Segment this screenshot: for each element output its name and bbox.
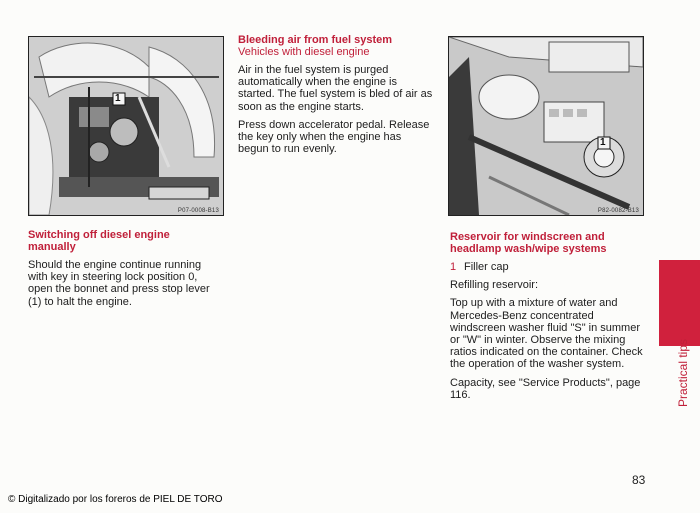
bleeding-air-heading: Bleeding air from fuel system <box>238 34 393 46</box>
reservoir-heading: Reservoir for windscreen and headlamp wash/wipe systems <box>450 231 607 255</box>
legend-number: 1 <box>450 261 457 273</box>
callout-1-left: 1 <box>115 93 121 104</box>
bleeding-air-section <box>238 34 434 161</box>
bleeding-air-paragraph-1: Air in the fuel system is purged automatically when the engine is started. The fuel system is bled of air as soon as the engine starts. <box>238 64 433 113</box>
switching-off-heading: Switching off diesel engine manually <box>28 229 170 253</box>
figure-code-right: P82-0082-B13 <box>597 208 639 214</box>
section-thumb-tab <box>659 260 700 346</box>
reservoir-paragraph-1: Top up with a mixture of water and Mercedes-Benz concentrated windscreen washer fluid "S" in summer or "W" in winter. Observe the mixing ratios indicated on the container. Check the operation of the washer system. <box>450 297 643 371</box>
switching-off-section <box>28 229 218 314</box>
practical-tips-label: Practical tips <box>676 338 690 407</box>
engine-stop-lever-photo <box>28 36 224 216</box>
bleeding-air-paragraph-2: Press down accelerator pedal. Release the key only when the engine has begun to run evenly. <box>238 118 430 156</box>
reservoir-photo <box>448 36 644 216</box>
legend-text: Filler cap <box>464 261 509 273</box>
footer-credit: © Digitalizado por los foreros de PIEL DE TORO <box>8 494 223 505</box>
figure-code-left: P07-0008-B13 <box>177 208 219 214</box>
reservoir-photo-drawing <box>449 37 643 215</box>
reservoir-section <box>450 231 648 407</box>
diesel-subheading: Vehicles with diesel engine <box>238 46 370 58</box>
engine-photo-drawing <box>29 37 223 215</box>
refilling-label: Refilling reservoir: <box>450 279 539 292</box>
switching-off-paragraph: Should the engine continue running with key in steering lock position 0, open the bonnet and press stop lever (1) to halt the engine. <box>28 259 210 308</box>
page-number: 83 <box>632 473 646 487</box>
callout-1-right: 1 <box>600 137 606 148</box>
legend-item <box>450 261 648 273</box>
reservoir-paragraph-2: Capacity, see "Service Products", page 116. <box>450 376 641 401</box>
